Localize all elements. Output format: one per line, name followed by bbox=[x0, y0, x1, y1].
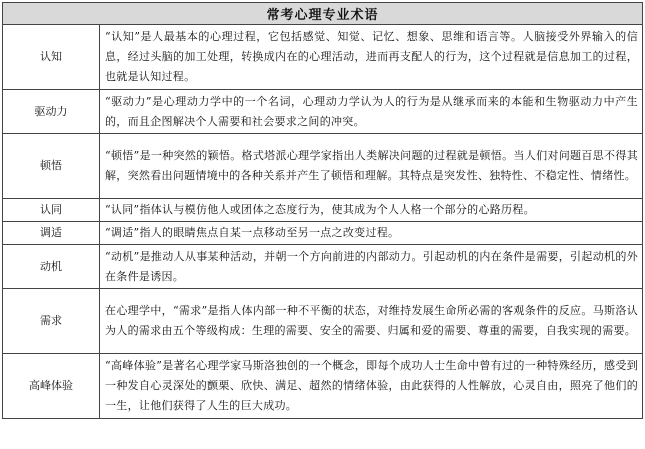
table-header-row bbox=[3, 3, 643, 25]
term-cell: 认知 bbox=[3, 25, 100, 90]
term-cell: 高峰体验 bbox=[3, 354, 100, 419]
table-row bbox=[3, 354, 643, 419]
term-cell: 顿悟 bbox=[3, 134, 100, 199]
definition-cell: “顿悟”是一种突然的颖悟。格式塔派心理学家指出人类解决问题的过程就是顿悟。当人们对问题百思不得其解，突然看出问题情境中的各种关系并产生了顿悟和理解。其特点是突发性、独特性、不稳定性、情绪性。 bbox=[100, 134, 643, 199]
term-cell: 认同 bbox=[3, 199, 100, 222]
definition-cell: 在心理学中，“需求”是指人体内部一种不平衡的状态，对维持发展生命所必需的客观条件的反应。马斯洛认为人的需求由五个等级构成：生理的需要、安全的需要、归属和爱的需要、尊重的需要，自我实现的需要。 bbox=[100, 289, 643, 354]
table-title: 常考心理专业术语 bbox=[3, 3, 643, 25]
table-row bbox=[3, 90, 643, 134]
table-row bbox=[3, 222, 643, 245]
glossary-table bbox=[2, 2, 643, 419]
definition-cell: “调适”指人的眼睛焦点自某一点移动至另一点之改变过程。 bbox=[100, 222, 643, 245]
term-cell: 调适 bbox=[3, 222, 100, 245]
term-cell: 需求 bbox=[3, 289, 100, 354]
definition-cell: “高峰体验”是著名心理学家马斯洛独创的一个概念，即每个成功人士生命中曾有过的一种特殊经历，感受到一种发自心灵深处的颤栗、欣快、满足、超然的情绪体验，由此获得的人性解放，心灵自由，照亮了他们的一生，让他们获得了人生的巨大成功。 bbox=[100, 354, 643, 419]
definition-cell: “驱动力”是心理动力学中的一个名词，心理动力学认为人的行为是从继承而来的本能和生物驱动力中产生的，而且企图解决个人需要和社会要求之间的冲突。 bbox=[100, 90, 643, 134]
definition-cell: “认同”指体认与模仿他人或团体之态度行为，使其成为个人人格一个部分的心路历程。 bbox=[100, 199, 643, 222]
table-row bbox=[3, 25, 643, 90]
term-cell: 驱动力 bbox=[3, 90, 100, 134]
definition-cell: “动机”是推动人从事某种活动，并朝一个方向前进的内部动力。引起动机的内在条件是需要，引起动机的外在条件是诱因。 bbox=[100, 245, 643, 289]
term-cell: 动机 bbox=[3, 245, 100, 289]
table-row bbox=[3, 199, 643, 222]
table-row bbox=[3, 245, 643, 289]
table-row bbox=[3, 289, 643, 354]
definition-cell: “认知”是人最基本的心理过程，它包括感觉、知觉、记忆、想象、思维和语言等。人脑接受外界输入的信息，经过头脑的加工处理，转换成内在的心理活动，进而再支配人的行为，这个过程就是信息加工的过程，也就是认知过程。 bbox=[100, 25, 643, 90]
table-row bbox=[3, 134, 643, 199]
